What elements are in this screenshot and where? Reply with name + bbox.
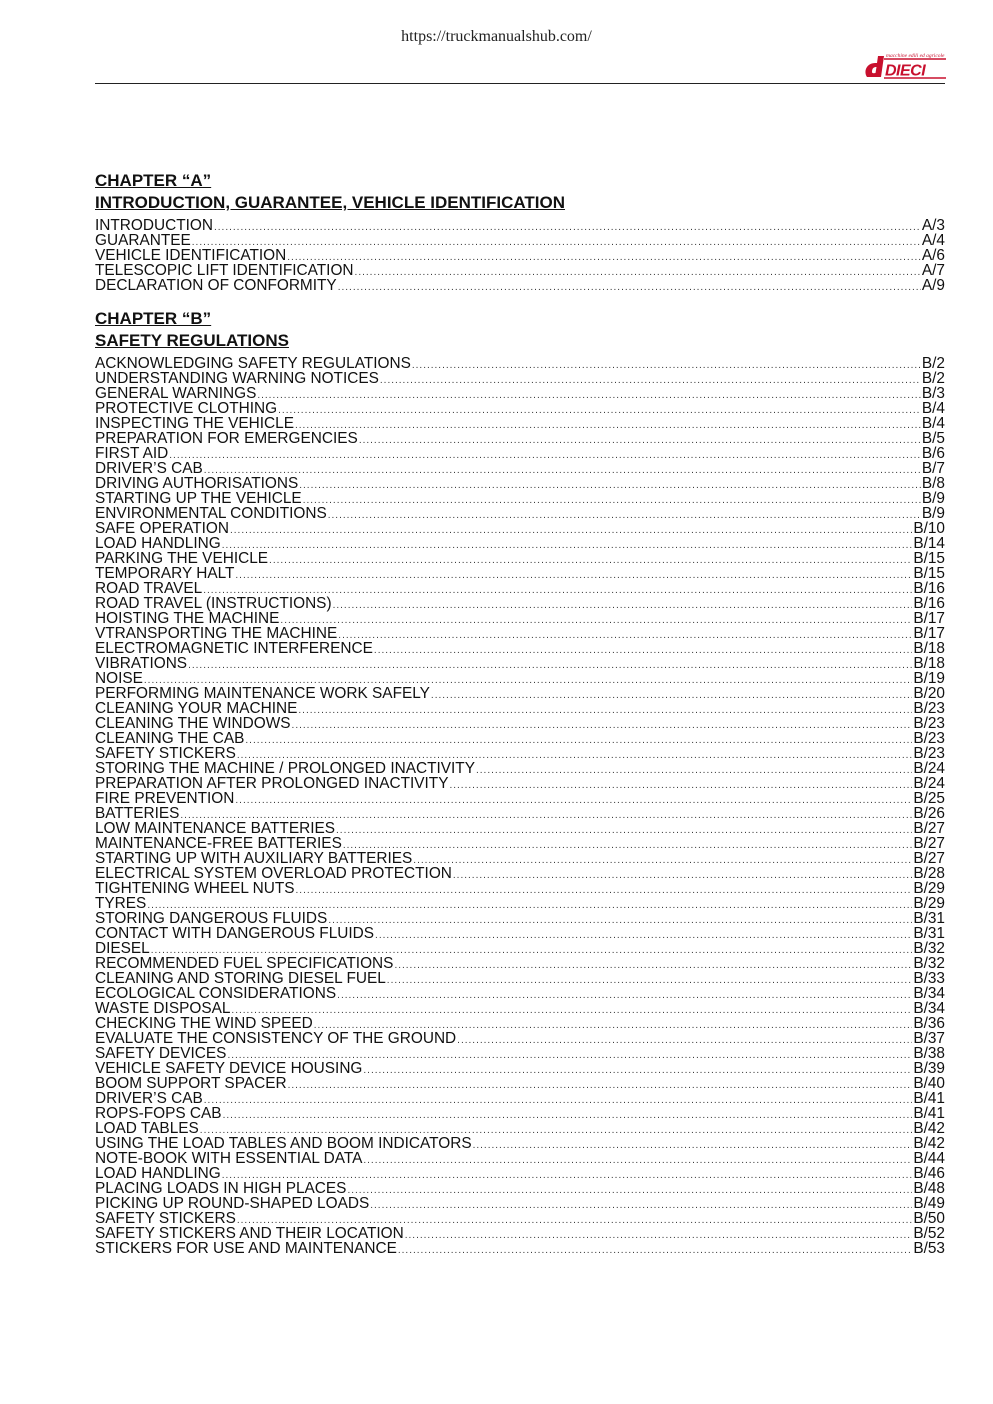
toc-entry[interactable] xyxy=(95,686,945,701)
header-url[interactable]: https://truckmanualshub.com/ xyxy=(401,28,592,45)
toc-entry-page: B/17 xyxy=(913,625,945,642)
toc-entry-page: B/32 xyxy=(913,955,945,972)
toc-entry[interactable] xyxy=(95,596,945,611)
toc-entry[interactable] xyxy=(95,656,945,671)
toc-entry-title: DECLARATION OF CONFORMITY xyxy=(95,277,337,294)
toc-entry-page: B/50 xyxy=(913,1210,945,1227)
dot-leader xyxy=(328,913,912,928)
dot-leader xyxy=(363,1153,912,1168)
dot-leader xyxy=(295,418,921,433)
toc-entry[interactable] xyxy=(95,791,945,806)
dot-leader xyxy=(231,1003,912,1018)
toc-entry-title: PROTECTIVE CLOTHING xyxy=(95,400,278,417)
toc-entry-page: B/5 xyxy=(921,430,945,447)
toc-entry-page: B/19 xyxy=(913,670,945,687)
dot-leader xyxy=(298,703,912,718)
toc-entry[interactable] xyxy=(95,611,945,626)
toc-entry-page: B/33 xyxy=(913,970,945,987)
toc-entry-title: INTRODUCTION xyxy=(95,217,213,234)
toc-entry-page: B/20 xyxy=(913,685,945,702)
toc-entry[interactable] xyxy=(95,1076,945,1091)
toc-entry-page: B/27 xyxy=(913,850,945,867)
toc-entry-title: MAINTENANCE-FREE BATTERIES xyxy=(95,835,342,852)
header-rule xyxy=(95,83,945,84)
toc-entry[interactable] xyxy=(95,971,945,986)
toc-entry-title: HOISTING THE MACHINE xyxy=(95,610,280,627)
toc-entry[interactable] xyxy=(95,641,945,656)
dot-leader xyxy=(188,658,912,673)
toc-entry[interactable] xyxy=(95,446,945,461)
toc-entry[interactable] xyxy=(95,986,945,1001)
toc-entry-page: B/24 xyxy=(913,760,945,777)
toc-entry-title: VEHICLE IDENTIFICATION xyxy=(95,247,287,264)
toc-entry-page: B/3 xyxy=(921,385,945,402)
dot-leader xyxy=(394,958,912,973)
toc-entry-page: B/37 xyxy=(913,1030,945,1047)
toc-entry[interactable] xyxy=(95,1031,945,1046)
dot-leader xyxy=(338,280,921,295)
toc-entry[interactable] xyxy=(95,731,945,746)
toc-entry-page: B/52 xyxy=(913,1225,945,1242)
toc-entry-title: GENERAL WARNINGS xyxy=(95,385,257,402)
toc-entry-page: B/42 xyxy=(913,1120,945,1137)
dot-leader xyxy=(374,643,912,658)
toc-entry-title: GUARANTEE xyxy=(95,232,191,249)
toc-entry-title: STORING THE MACHINE / PROLONGED INACTIVITY xyxy=(95,760,475,777)
dot-leader xyxy=(222,538,913,553)
toc-entry-page: B/4 xyxy=(921,400,945,417)
logo-tagline: macchine edili ed agricole xyxy=(886,53,945,59)
toc-entry-title: INSPECTING THE VEHICLE xyxy=(95,415,294,432)
dot-leader xyxy=(375,928,912,943)
chapter-a-title: CHAPTER “A” xyxy=(95,171,212,190)
toc-entry-title: VIBRATIONS xyxy=(95,655,188,672)
toc-entry-title: PREPARATION FOR EMERGENCIES xyxy=(95,430,358,447)
toc-entry[interactable] xyxy=(95,1136,945,1151)
dot-leader xyxy=(336,823,912,838)
toc-entry-page: B/31 xyxy=(913,910,945,927)
toc-entry-page: B/38 xyxy=(913,1045,945,1062)
toc-entry-page: B/16 xyxy=(913,595,945,612)
dot-leader xyxy=(214,220,921,235)
toc-entry[interactable] xyxy=(95,956,945,971)
toc-entry[interactable] xyxy=(95,248,945,263)
toc-entry-title: PARKING THE VEHICLE xyxy=(95,550,269,567)
toc-entry-title: BATTERIES xyxy=(95,805,180,822)
chapter-b-entries xyxy=(95,356,945,1256)
toc-entry-title: ELECTRICAL SYSTEM OVERLOAD PROTECTION xyxy=(95,865,452,882)
toc-entry[interactable] xyxy=(95,431,945,446)
dot-leader xyxy=(235,793,912,808)
toc-entry-page: B/32 xyxy=(913,940,945,957)
toc-entry[interactable] xyxy=(95,1196,945,1211)
dot-leader xyxy=(405,1228,913,1243)
dot-leader xyxy=(387,973,913,988)
toc-entry[interactable] xyxy=(95,401,945,416)
toc-entry-page: B/9 xyxy=(921,505,945,522)
toc-entry[interactable] xyxy=(95,1226,945,1241)
toc-entry-page: B/42 xyxy=(913,1135,945,1152)
toc-entry-title: ACKNOWLEDGING SAFETY REGULATIONS xyxy=(95,355,411,372)
toc-entry[interactable] xyxy=(95,416,945,431)
chapter-a xyxy=(95,170,945,293)
toc-entry-title: LOW MAINTENANCE BATTERIES xyxy=(95,820,336,837)
toc-entry-title: CLEANING AND STORING DIESEL FUEL xyxy=(95,970,386,987)
toc-entry-page: A/4 xyxy=(921,232,945,249)
toc-entry-title: DRIVER’S CAB xyxy=(95,1090,203,1107)
toc-entry-title: UNDERSTANDING WARNING NOTICES xyxy=(95,370,379,387)
toc-entry[interactable] xyxy=(95,761,945,776)
dot-leader xyxy=(303,493,921,508)
chapter-b xyxy=(95,308,945,1256)
toc-entry[interactable] xyxy=(95,1016,945,1031)
toc-entry-page: A/9 xyxy=(921,277,945,294)
toc-entry-title: ROPS-FOPS CAB xyxy=(95,1105,222,1122)
toc-entry[interactable] xyxy=(95,1001,945,1016)
toc-entry[interactable] xyxy=(95,851,945,866)
toc-entry-title: SAFETY STICKERS xyxy=(95,745,236,762)
toc-entry-title: RECOMMENDED FUEL SPECIFICATIONS xyxy=(95,955,394,972)
toc-entry[interactable] xyxy=(95,1151,945,1166)
dot-leader xyxy=(370,1198,912,1213)
toc-entry-page: B/53 xyxy=(913,1240,945,1257)
toc-entry-page: B/36 xyxy=(913,1015,945,1032)
toc-entry-page: B/16 xyxy=(913,580,945,597)
toc-entry-page: B/49 xyxy=(913,1195,945,1212)
chapter-b-subtitle: SAFETY REGULATIONS xyxy=(95,331,289,350)
dot-leader xyxy=(204,1093,913,1108)
toc-entry[interactable] xyxy=(95,896,945,911)
toc-entry-title: TELESCOPIC LIFT IDENTIFICATION xyxy=(95,262,354,279)
dieci-logo xyxy=(864,50,946,80)
dot-leader xyxy=(355,265,921,280)
toc-entry-title: SAFETY STICKERS AND THEIR LOCATION xyxy=(95,1225,404,1242)
toc-entry-page: B/29 xyxy=(913,880,945,897)
dot-leader xyxy=(413,853,912,868)
dot-leader xyxy=(453,868,912,883)
toc-entry-title: VTRANSPORTING THE MACHINE xyxy=(95,625,338,642)
dot-leader xyxy=(476,763,912,778)
toc-entry-page: B/23 xyxy=(913,715,945,732)
toc-entry[interactable] xyxy=(95,461,945,476)
dot-leader xyxy=(192,235,921,250)
toc-entry-page: B/28 xyxy=(913,865,945,882)
toc-entry-page: B/23 xyxy=(913,730,945,747)
toc-entry-title: BOOM SUPPORT SPACER xyxy=(95,1075,287,1092)
toc-entry-page: B/40 xyxy=(913,1075,945,1092)
toc-entry-title: WASTE DISPOSAL xyxy=(95,1000,231,1017)
toc-entry[interactable] xyxy=(95,626,945,641)
toc-entry-page: B/18 xyxy=(913,655,945,672)
dot-leader xyxy=(292,718,913,733)
toc-entry[interactable] xyxy=(95,1121,945,1136)
toc-entry-title: LOAD HANDLING xyxy=(95,1165,221,1182)
toc-entry[interactable] xyxy=(95,218,945,233)
toc-entry-title: EVALUATE THE CONSISTENCY OF THE GROUND xyxy=(95,1030,457,1047)
dot-leader xyxy=(412,358,921,373)
toc-entry-title: STORING DANGEROUS FLUIDS xyxy=(95,910,328,927)
toc-entry[interactable] xyxy=(95,911,945,926)
toc-entry-page: B/9 xyxy=(921,490,945,507)
toc-entry-page: B/39 xyxy=(913,1060,945,1077)
toc-entry[interactable] xyxy=(95,1166,945,1181)
toc-entry[interactable] xyxy=(95,746,945,761)
toc-entry-page: B/48 xyxy=(913,1180,945,1197)
toc-entry-page: B/23 xyxy=(913,745,945,762)
toc-entry-page: A/6 xyxy=(921,247,945,264)
chapter-a-subtitle: INTRODUCTION, GUARANTEE, VEHICLE IDENTIFICATION xyxy=(95,193,566,212)
dot-leader xyxy=(449,778,912,793)
toc-entry-title: CHECKING THE WIND SPEED xyxy=(95,1015,313,1032)
dot-leader xyxy=(380,373,921,388)
toc-entry-title: USING THE LOAD TABLES AND BOOM INDICATORS xyxy=(95,1135,472,1152)
toc-entry[interactable] xyxy=(95,701,945,716)
toc-entry[interactable] xyxy=(95,671,945,686)
toc-entry-page: B/15 xyxy=(913,550,945,567)
toc-entry-title: DRIVER’S CAB xyxy=(95,460,203,477)
toc-entry-title: CONTACT WITH DANGEROUS FLUIDS xyxy=(95,925,375,942)
toc-entry-title: CLEANING THE CAB xyxy=(95,730,245,747)
toc-entry[interactable] xyxy=(95,233,945,248)
dot-leader xyxy=(333,598,913,613)
toc-entry-page: B/10 xyxy=(913,520,945,537)
toc-entry-page: B/25 xyxy=(913,790,945,807)
toc-entry-title: LOAD TABLES xyxy=(95,1120,199,1137)
toc-entry-title: TEMPORARY HALT xyxy=(95,565,235,582)
toc-entry[interactable] xyxy=(95,506,945,521)
toc-entry-page: B/34 xyxy=(913,985,945,1002)
toc-entry-title: STICKERS FOR USE AND MAINTENANCE xyxy=(95,1240,397,1257)
toc-entry[interactable] xyxy=(95,1106,945,1121)
dot-leader xyxy=(245,733,912,748)
toc-entry-title: ROAD TRAVEL (INSTRUCTIONS) xyxy=(95,595,332,612)
toc-entry-page: B/26 xyxy=(913,805,945,822)
toc-entry-title: FIRE PREVENTION xyxy=(95,790,235,807)
toc-entry-title: FIRST AID xyxy=(95,445,169,462)
logo-wordmark: DIECI xyxy=(885,62,926,80)
dot-leader xyxy=(287,250,921,265)
toc-entry[interactable] xyxy=(95,491,945,506)
toc-entry[interactable] xyxy=(95,386,945,401)
dot-leader xyxy=(457,1033,912,1048)
toc-entry-title: PICKING UP ROUND-SHAPED LOADS xyxy=(95,1195,370,1212)
toc-entry-title: STARTING UP THE VEHICLE xyxy=(95,490,302,507)
toc-entry-page: B/27 xyxy=(913,820,945,837)
dot-leader xyxy=(337,988,912,1003)
toc-entry-page: B/34 xyxy=(913,1000,945,1017)
toc-entry[interactable] xyxy=(95,356,945,371)
toc-entry-page: B/27 xyxy=(913,835,945,852)
dot-leader xyxy=(328,508,921,523)
toc-entry[interactable] xyxy=(95,806,945,821)
toc-entry[interactable] xyxy=(95,551,945,566)
toc-entry[interactable] xyxy=(95,1046,945,1061)
toc-entry-page: B/41 xyxy=(913,1105,945,1122)
toc-entry-title: PREPARATION AFTER PROLONGED INACTIVITY xyxy=(95,775,449,792)
toc-entry[interactable] xyxy=(95,536,945,551)
toc-entry[interactable] xyxy=(95,476,945,491)
toc-entry-page: B/2 xyxy=(921,355,945,372)
dot-leader xyxy=(338,628,912,643)
dot-leader xyxy=(363,1063,912,1078)
toc-entry[interactable] xyxy=(95,371,945,386)
toc-entry[interactable] xyxy=(95,278,945,293)
toc-entry[interactable] xyxy=(95,1091,945,1106)
toc-entry-page: A/3 xyxy=(921,217,945,234)
chapter-a-entries xyxy=(95,218,945,293)
toc-entry[interactable] xyxy=(95,941,945,956)
toc-entry-page: B/2 xyxy=(921,370,945,387)
toc-entry-title: ENVIRONMENTAL CONDITIONS xyxy=(95,505,327,522)
toc-entry-title: TYRES xyxy=(95,895,147,912)
dot-leader xyxy=(398,1243,912,1258)
toc-entry-title: LOAD HANDLING xyxy=(95,535,221,552)
toc-entry-page: B/6 xyxy=(921,445,945,462)
toc-entry-page: A/7 xyxy=(921,262,945,279)
toc-entry-title: SAFETY STICKERS xyxy=(95,1210,236,1227)
toc-entry-title: STARTING UP WITH AUXILIARY BATTERIES xyxy=(95,850,413,867)
dot-leader xyxy=(257,388,921,403)
dot-leader xyxy=(280,613,912,628)
toc-entry-title: VEHICLE SAFETY DEVICE HOUSING xyxy=(95,1060,363,1077)
toc-entry[interactable] xyxy=(95,263,945,278)
dot-leader xyxy=(230,523,912,538)
toc-entry[interactable] xyxy=(95,716,945,731)
toc-entry-title: CLEANING YOUR MACHINE xyxy=(95,700,298,717)
dot-leader xyxy=(359,433,921,448)
chapter-b-title: CHAPTER “B” xyxy=(95,309,212,328)
dot-leader xyxy=(347,1183,912,1198)
chapter-gap xyxy=(95,293,945,308)
toc-entry[interactable] xyxy=(95,1181,945,1196)
toc-entry-page: B/8 xyxy=(921,475,945,492)
toc-entry-title: ROAD TRAVEL xyxy=(95,580,203,597)
toc-entry-page: B/31 xyxy=(913,925,945,942)
dot-leader xyxy=(278,403,921,418)
toc-entry-page: B/14 xyxy=(913,535,945,552)
toc-entry-title: PLACING LOADS IN HIGH PLACES xyxy=(95,1180,347,1197)
toc-entry[interactable] xyxy=(95,866,945,881)
toc-entry-page: B/23 xyxy=(913,700,945,717)
dot-leader xyxy=(288,1078,913,1093)
toc-entry[interactable] xyxy=(95,1061,945,1076)
toc-entry[interactable] xyxy=(95,1211,945,1226)
toc-entry[interactable] xyxy=(95,566,945,581)
dot-leader xyxy=(235,568,912,583)
toc-entry-page: B/29 xyxy=(913,895,945,912)
toc-entry-title: DIESEL xyxy=(95,940,150,957)
toc-entry-page: B/18 xyxy=(913,640,945,657)
dot-leader xyxy=(431,688,912,703)
toc-entry[interactable] xyxy=(95,881,945,896)
toc-entry[interactable] xyxy=(95,821,945,836)
dot-leader xyxy=(223,1108,913,1123)
toc-entry-page: B/41 xyxy=(913,1090,945,1107)
toc-entry-title: SAFETY DEVICES xyxy=(95,1045,227,1062)
toc-entry-page: B/46 xyxy=(913,1165,945,1182)
toc-entry[interactable] xyxy=(95,1241,945,1256)
dot-leader xyxy=(473,1138,913,1153)
toc-entry-title: SAFE OPERATION xyxy=(95,520,229,537)
toc-entry[interactable] xyxy=(95,776,945,791)
toc-entry-title: PERFORMING MAINTENANCE WORK SAFELY xyxy=(95,685,430,702)
toc-entry-page: B/15 xyxy=(913,565,945,582)
toc-entry-title: TIGHTENING WHEEL NUTS xyxy=(95,880,295,897)
toc-entry[interactable] xyxy=(95,926,945,941)
toc-entry-title: DRIVING AUTHORISATIONS xyxy=(95,475,299,492)
toc-entry-page: B/44 xyxy=(913,1150,945,1167)
toc-entry-page: B/24 xyxy=(913,775,945,792)
toc-entry[interactable] xyxy=(95,521,945,536)
toc-entry-page: B/4 xyxy=(921,415,945,432)
toc-entry[interactable] xyxy=(95,836,945,851)
dot-leader xyxy=(204,463,921,478)
dot-leader xyxy=(169,448,921,463)
toc-entry-title: ECOLOGICAL CONSIDERATIONS xyxy=(95,985,337,1002)
toc-entry-title: CLEANING THE WINDOWS xyxy=(95,715,291,732)
dot-leader xyxy=(343,838,912,853)
toc-entry-title: NOTE-BOOK WITH ESSENTIAL DATA xyxy=(95,1150,363,1167)
toc-entry-page: B/7 xyxy=(921,460,945,477)
toc-entry-title: ELECTROMAGNETIC INTERFERENCE xyxy=(95,640,373,657)
dot-leader xyxy=(269,553,912,568)
logo-d-mark xyxy=(865,56,884,77)
dot-leader xyxy=(299,478,921,493)
toc-entry[interactable] xyxy=(95,581,945,596)
toc-entry-page: B/17 xyxy=(913,610,945,627)
dot-leader xyxy=(296,883,913,898)
toc-entry-title: NOISE xyxy=(95,670,143,687)
table-of-contents xyxy=(95,170,945,1256)
